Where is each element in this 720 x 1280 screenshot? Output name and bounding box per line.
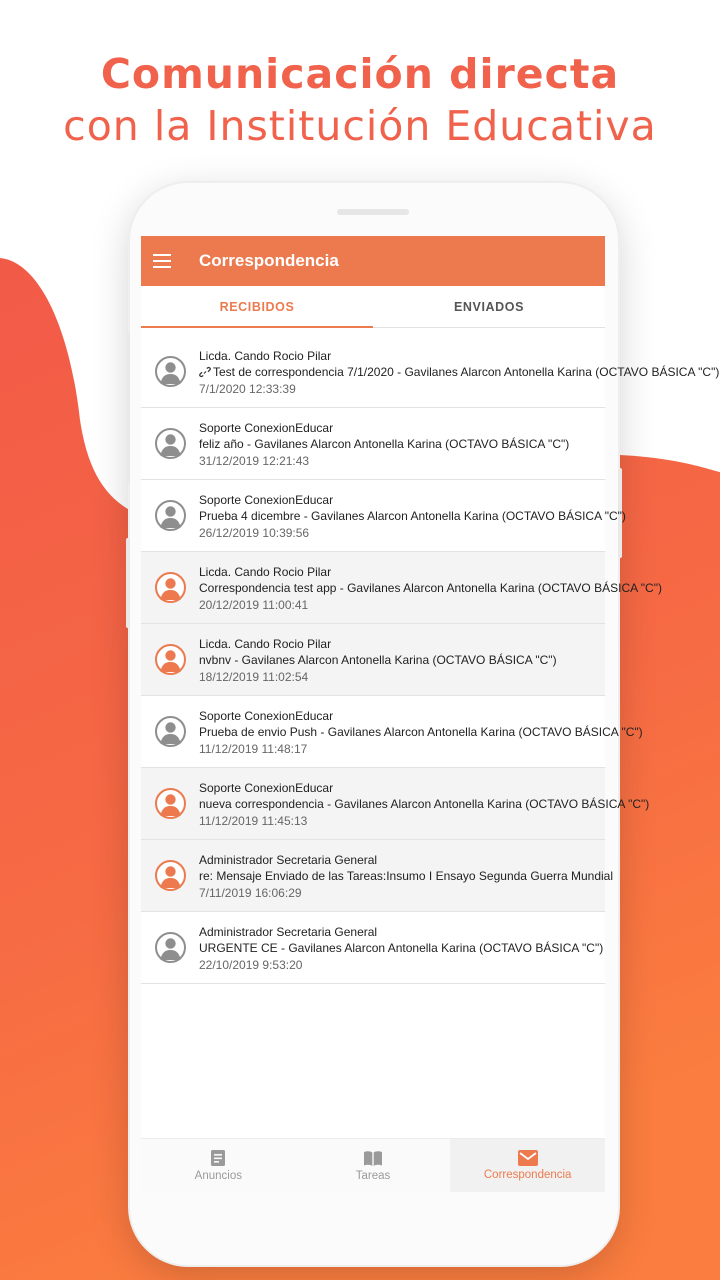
message-subject: Test de correspondencia 7/1/2020 - Gavilanes Alarcon Antonella Karina (OCTAVO BÁSICA "C") [213,365,720,379]
book-icon [363,1150,383,1167]
message-sender: Soporte ConexionEducar [199,493,334,507]
phone-speaker [337,209,409,215]
message-texts [199,636,591,686]
avatar-icon [155,860,186,891]
message-texts [199,708,643,758]
active-tab-indicator [141,326,373,328]
message-subject-row [199,652,591,669]
message-subject-row [199,364,720,381]
avatar-icon [155,356,186,387]
message-list [141,336,720,984]
message-date: 20/12/2019 11:00:41 [199,598,309,612]
message-sender: Soporte ConexionEducar [199,781,334,795]
list-item[interactable] [141,552,662,624]
headline-line1: Comunicación directa [100,50,620,98]
bottom-navigation [141,1138,605,1192]
message-sender: Administrador Secretaria General [199,853,378,867]
app-screen [141,236,720,1192]
list-item[interactable] [141,480,626,552]
message-subject: re: Mensaje Enviado de las Tareas:Insumo I Ensayo Segunda Guerra Mundial [199,869,614,883]
list-item[interactable] [141,768,650,840]
message-sender: Soporte ConexionEducar [199,709,334,723]
tab-recibidos[interactable]: RECIBIDOS [219,299,295,314]
message-texts [199,852,614,902]
message-texts [199,780,650,830]
nav-correspondencia-label: Correspondencia [483,1169,572,1181]
phone-side-button [126,333,130,483]
phone-side-button [126,538,130,628]
message-subject: feliz año - Gavilanes Alarcon Antonella Karina (OCTAVO BÁSICA "C") [199,437,570,451]
avatar-icon [155,500,186,531]
message-subject-row [199,436,591,453]
message-subject-row [199,940,604,957]
nav-tareas-label: Tareas [355,1169,391,1182]
message-subject-row [199,508,626,525]
list-item[interactable] [141,696,643,768]
message-subject: URGENTE CE - Gavilanes Alarcon Antonella Karina (OCTAVO BÁSICA "C") [199,941,604,955]
message-texts [199,924,604,974]
attachment-link-icon [199,365,211,375]
hamburger-menu-icon[interactable] [141,236,201,286]
nav-anuncios[interactable] [141,1139,296,1192]
headline [0,48,720,152]
message-date: 31/12/2019 12:21:43 [199,454,310,468]
avatar-icon [155,428,186,459]
mail-icon [518,1150,538,1166]
message-subject: nueva correspondencia - Gavilanes Alarcon Antonella Karina (OCTAVO BÁSICA "C") [199,797,650,811]
tab-bar [141,286,605,328]
message-sender: Licda. Cando Rocio Pilar [199,349,332,363]
message-subject: Prueba 4 dicembre - Gavilanes Alarcon Antonella Karina (OCTAVO BÁSICA "C") [199,509,626,523]
message-texts [199,348,720,398]
message-subject-row [199,796,650,813]
app-bar-title: Correspondencia [199,251,339,270]
list-item[interactable] [141,624,605,696]
message-date: 11/12/2019 11:48:17 [199,742,308,756]
list-item[interactable] [141,840,614,912]
tab-enviados[interactable]: ENVIADOS [453,299,525,314]
message-date: 18/12/2019 11:02:54 [199,670,309,684]
message-subject: Correspondencia test app - Gavilanes Alarcon Antonella Karina (OCTAVO BÁSICA "C") [199,581,662,595]
message-date: 22/10/2019 9:53:20 [199,958,303,972]
headline-line2: con la Institución Educativa [63,102,657,150]
message-texts [199,564,662,614]
avatar-icon [155,572,186,603]
message-subject-row [199,580,662,597]
app-bar [141,236,605,286]
list-item[interactable] [141,912,605,984]
nav-tareas[interactable] [296,1139,451,1192]
message-subject: Prueba de envio Push - Gavilanes Alarcon Antonella Karina (OCTAVO BÁSICA "C") [199,725,643,739]
nav-anuncios-label: Anuncios [194,1170,242,1182]
message-sender: Licda. Cando Rocio Pilar [199,637,332,651]
message-subject-row [199,868,614,885]
message-sender: Licda. Cando Rocio Pilar [199,565,332,579]
avatar-icon [155,932,186,963]
message-subject-row [199,724,643,741]
list-item[interactable] [141,408,605,480]
message-texts [199,420,591,470]
avatar-icon [155,644,186,675]
message-date: 7/1/2020 12:33:39 [199,382,296,396]
message-sender: Soporte ConexionEducar [199,421,334,435]
message-date: 26/12/2019 10:39:56 [199,526,310,540]
message-date: 11/12/2019 11:45:13 [199,814,308,828]
nav-correspondencia[interactable] [450,1139,605,1192]
avatar-icon [155,788,186,819]
avatar-icon [155,716,186,747]
message-sender: Administrador Secretaria General [199,925,378,939]
message-texts [199,492,626,542]
document-icon [210,1149,226,1167]
list-item[interactable] [141,336,720,408]
message-subject: nvbnv - Gavilanes Alarcon Antonella Karina (OCTAVO BÁSICA "C") [199,653,557,667]
message-date: 7/11/2019 16:06:29 [199,886,302,900]
